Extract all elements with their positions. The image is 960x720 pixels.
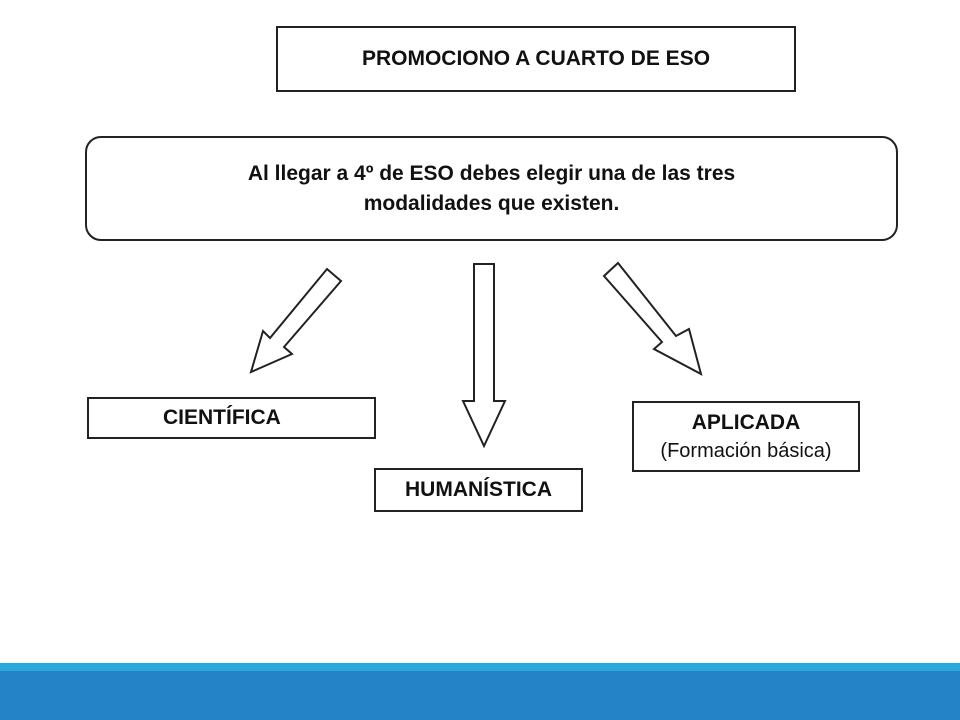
option-aplicada-subtitle: (Formación básica) bbox=[660, 439, 832, 462]
arrow-right bbox=[604, 263, 701, 374]
arrow-down bbox=[463, 264, 505, 446]
option-humanistica bbox=[374, 468, 583, 512]
info-line-2: modalidades que existen. bbox=[363, 191, 620, 215]
footer-stripe-light bbox=[0, 663, 960, 671]
option-aplicada bbox=[632, 401, 860, 472]
arrow-left bbox=[251, 269, 341, 372]
info-line-1: Al llegar a 4º de ESO debes elegir una de las tres bbox=[247, 161, 736, 185]
option-humanistica-label: HUMANÍSTICA bbox=[405, 478, 552, 501]
option-cientifica-label: CIENTÍFICA bbox=[163, 406, 281, 429]
option-aplicada-label: APLICADA bbox=[691, 410, 801, 434]
option-cientifica bbox=[87, 397, 376, 439]
title-text: PROMOCIONO A CUARTO DE ESO bbox=[361, 47, 711, 70]
footer-stripe-dark bbox=[0, 671, 960, 720]
